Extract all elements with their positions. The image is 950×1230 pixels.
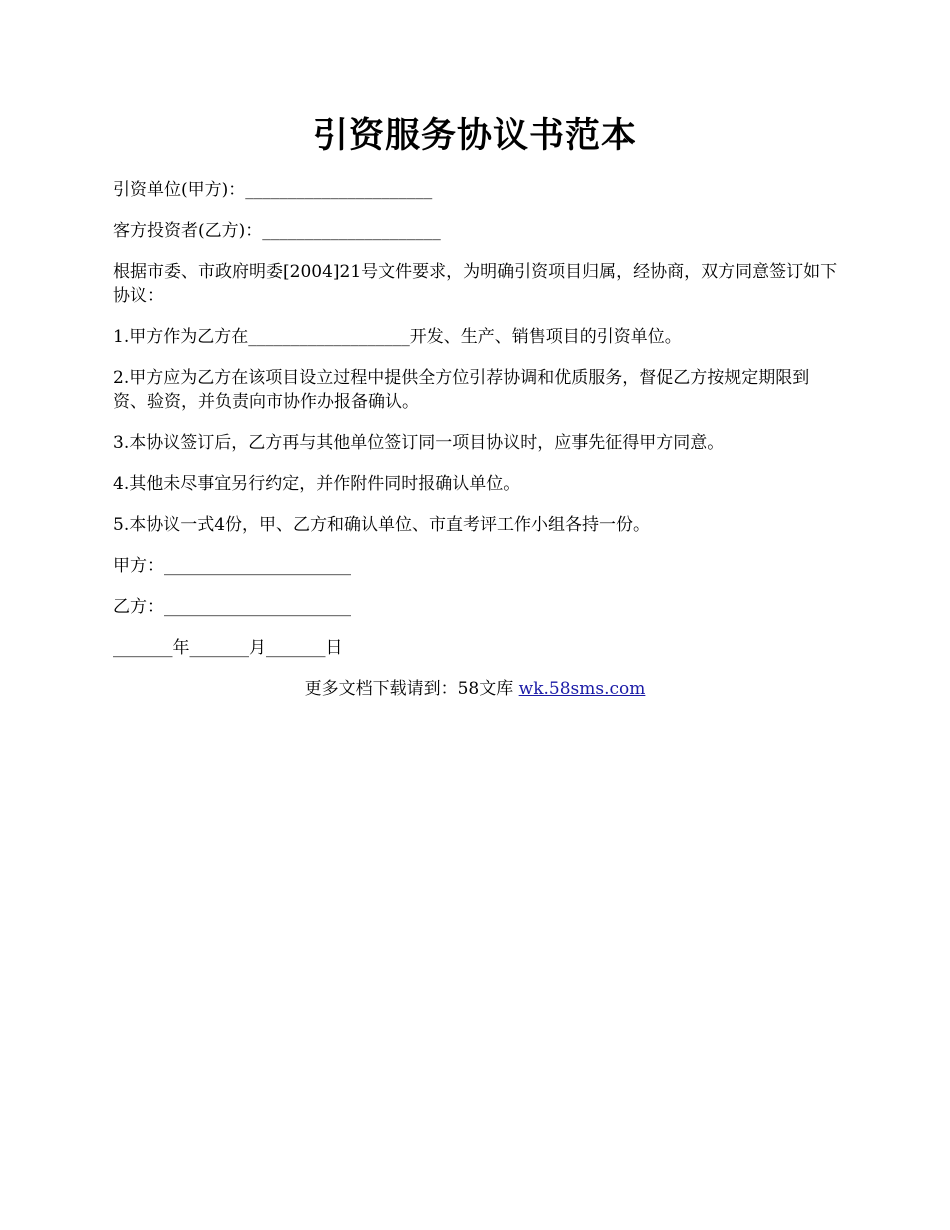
paragraph-clause-2: 2.甲方应为乙方在该项目设立过程中提供全方位引荐协调和优质服务，督促乙方按规定期限到资、验资，并负责向市协作办报备确认。 <box>113 368 810 412</box>
download-footer <box>0 677 950 701</box>
paragraph-clause-4: 4.其他未尽事宜另行约定，并作附件同时报确认单位。 <box>113 474 521 494</box>
paragraph-preamble: 根据市委、市政府明委[2004]21号文件要求，为明确引资项目归属，经协商，双方同意签订如下协议： <box>113 262 838 306</box>
paragraph-clause-5: 5.本协议一式4份，甲、乙方和确认单位、市直考评工作小组各持一份。 <box>113 515 651 535</box>
footer-link[interactable]: wk.58sms.com <box>518 679 646 699</box>
paragraph-clause-1: 1.甲方作为乙方在___________________开发、生产、销售项目的引资单位。 <box>113 327 682 347</box>
footer-text: 更多文档下载请到：58文库 <box>304 679 519 699</box>
document-title: 引资服务协议书范本 <box>312 115 637 156</box>
paragraph-clause-3: 3.本协议签订后，乙方再与其他单位签订同一项目协议时，应事先征得甲方同意。 <box>113 433 725 453</box>
signature-date: _______年_______月_______日 <box>113 638 343 658</box>
signature-party-b: 乙方：______________________ <box>113 597 351 617</box>
signature-party-a: 甲方：______________________ <box>113 556 351 576</box>
document-body <box>113 178 839 677</box>
paragraph-party-b-investor: 客方投资者(乙方)：_____________________ <box>113 221 441 241</box>
paragraph-party-a-unit: 引资单位(甲方)：______________________ <box>113 180 433 200</box>
